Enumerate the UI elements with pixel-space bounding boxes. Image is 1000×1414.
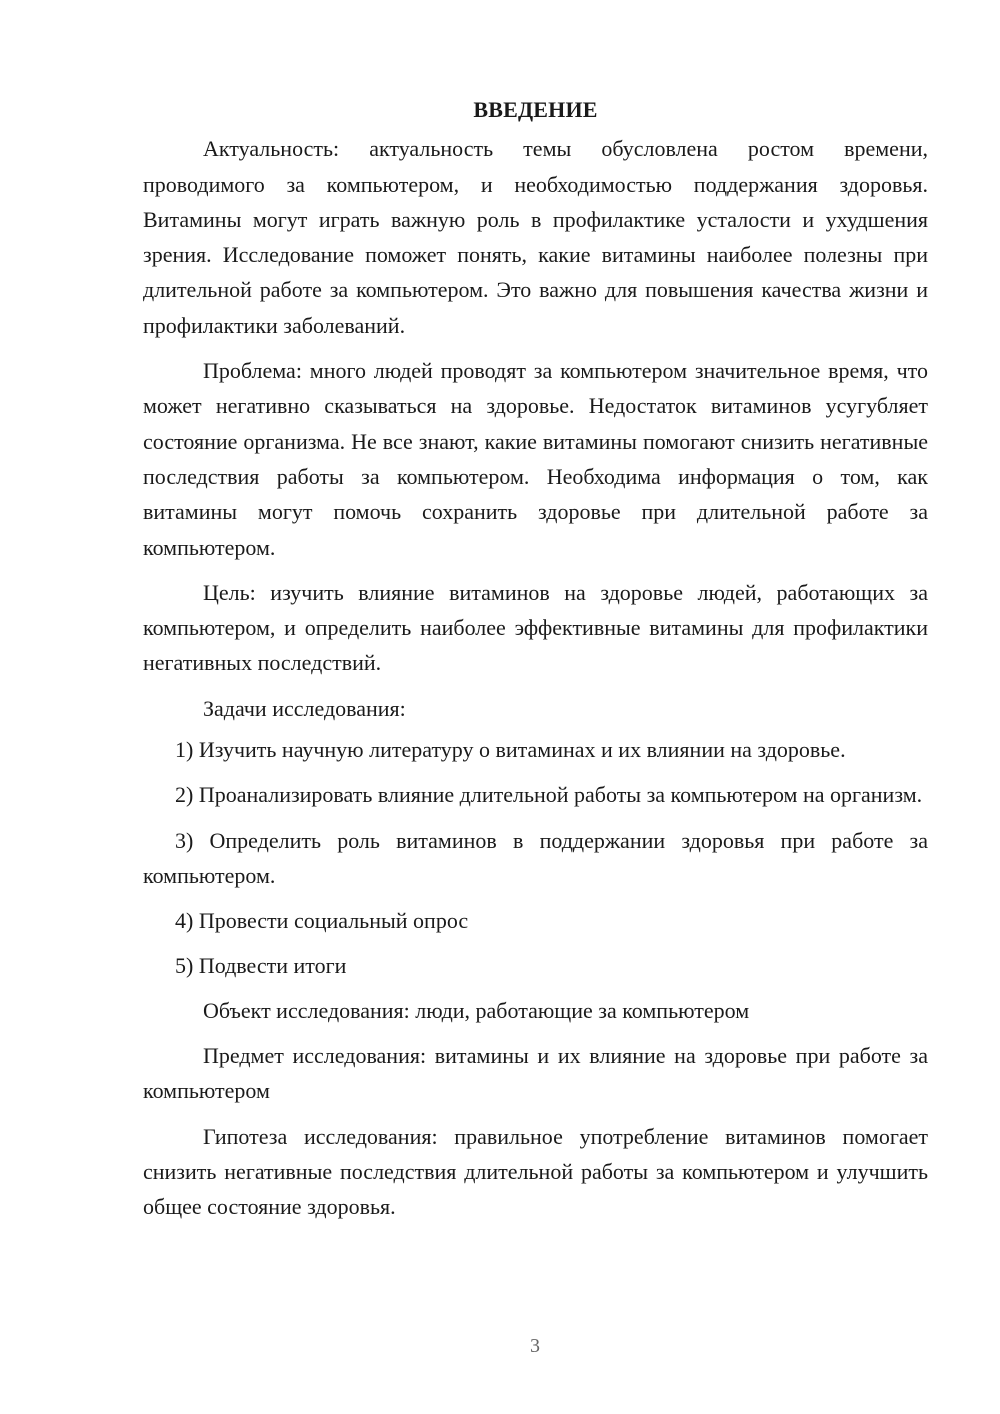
task-item: 1) Изучить научную литературу о витаминах и их влиянии на здоровье. <box>175 737 846 763</box>
subject-paragraph: Предмет исследования: витамины и их влияние на здоровье при работе за компьютером <box>143 1043 928 1104</box>
goal-paragraph: Цель: изучить влияние витаминов на здоровье людей, работающих за компьютером, и определить наиболее эффективные витамины для профилактики негативных последствий. <box>143 579 928 676</box>
page-number: 3 <box>530 1335 540 1357</box>
problem-paragraph: Проблема: много людей проводят за компьютером значительное время, что может негативно сказываться на здоровье. Недостаток витаминов усугубляет состояние организма. Не все знают, какие витамины помогают снизить негативные последствия работы за компьютером. Необходима информация о том, как витамины могут помочь сохранить здоровье при длительной работе за компьютером. <box>143 358 928 560</box>
relevance-paragraph: Актуальность: актуальность темы обусловлена ростом времени, проводимого за компьютером, и необходимостью поддержания здоровья. Витамины могут играть важную роль в профилактике усталости и ухудшения зрения. Исследование поможет понять, какие витамины наиболее полезны при длительной работе за компьютером. Это важно для повышения качества жизни и профилактики заболеваний. <box>143 136 928 338</box>
hypothesis-paragraph: Гипотеза исследования: правильное употребление витаминов помогает снизить негативные последствия длительной работы за компьютером и улучшить общее состояние здоровья. <box>143 1123 928 1220</box>
page-title: ВВЕДЕНИЕ <box>473 97 598 122</box>
tasks-heading: Задачи исследования: <box>203 695 406 721</box>
task-item: 2) Проанализировать влияние длительной работы за компьютером на организм. <box>175 782 923 808</box>
tasks-list <box>143 732 928 983</box>
task-item: 3) Определить роль витаминов в поддержании здоровья при работе за компьютером. <box>143 827 928 888</box>
page-content <box>143 92 928 1235</box>
task-item: 4) Провести социальный опрос <box>175 908 469 934</box>
object-paragraph: Объект исследования: люди, работающие за компьютером <box>203 997 750 1023</box>
task-item: 5) Подвести итоги <box>175 952 347 978</box>
